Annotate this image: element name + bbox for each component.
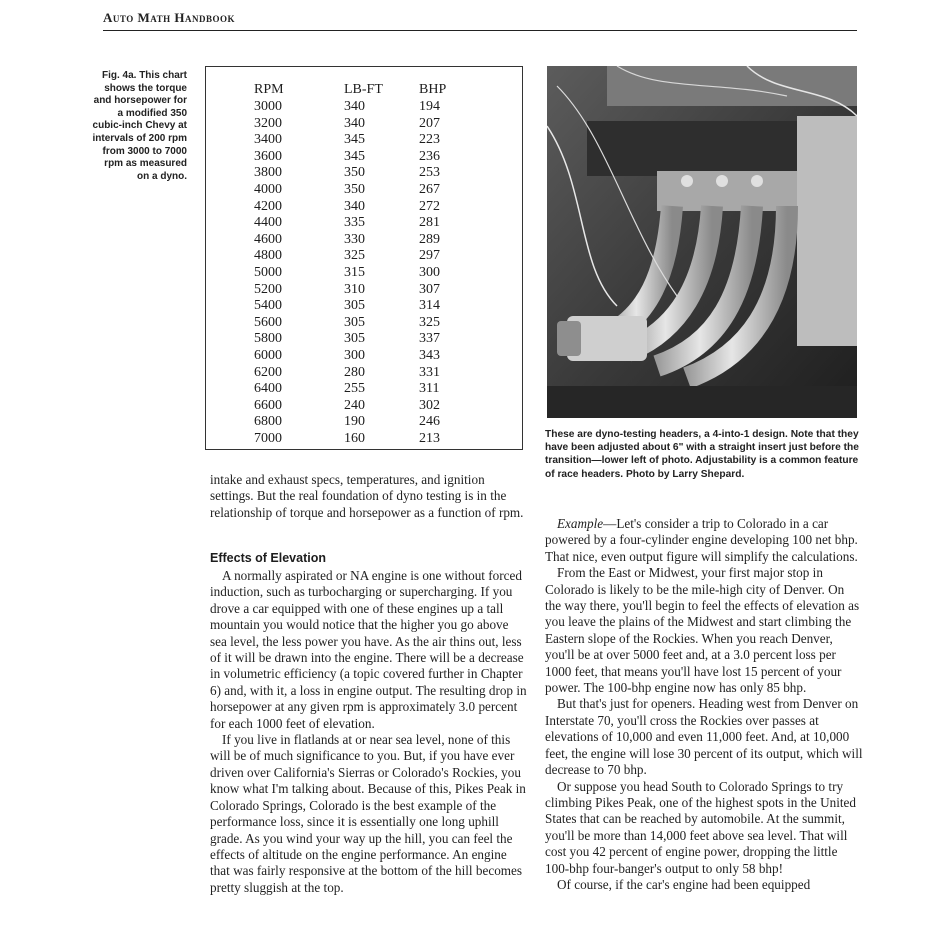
cell-rpm: 6800 xyxy=(254,414,282,430)
cell-lbft: 315 xyxy=(344,264,365,280)
cell-lbft: 255 xyxy=(344,381,365,397)
paragraph: From the East or Midwest, your first major stop in Colorado is likely to be the mile-high city of Denver. On the way there, you'll begin to feel the effects of elevation as you leave the plains of the Midwest and start climbing the Eastern slope of the Rockies. When you reach Denver, you'll be at over 5000 feet and, at a 3.0 percent loss per 1000 feet, that means you'll have lost 15 percent of your power. The 100-bhp engine now has only 85 bhp. xyxy=(545,565,860,696)
example-paragraph xyxy=(545,516,863,565)
table-row xyxy=(254,431,459,448)
header-lbft: LB-FT xyxy=(344,82,383,97)
cell-lbft: 340 xyxy=(344,115,365,131)
cell-bhp: 207 xyxy=(419,115,440,131)
cell-rpm: 5000 xyxy=(254,264,282,280)
paragraph: Or suppose you head South to Colorado Springs to try climbing Pikes Peak, one of the highest spots in the United States that can be reached by automobile. At the summit, you'll be more than 14,000 feet above sea level. That will cost you 42 percent of engine power, dropping the little 100-bhp four-banger's output to only 58 bhp! xyxy=(545,778,856,876)
cell-rpm: 5600 xyxy=(254,314,282,330)
dyno-table-body xyxy=(254,99,459,447)
cell-lbft: 345 xyxy=(344,132,365,148)
running-head: Auto Math Handbook xyxy=(103,10,235,25)
cell-lbft: 335 xyxy=(344,215,365,231)
cell-lbft: 340 xyxy=(344,198,365,214)
table-row xyxy=(254,165,459,182)
table-row xyxy=(254,315,459,332)
cell-rpm: 7000 xyxy=(254,430,282,446)
header-rpm: RPM xyxy=(254,82,284,97)
cell-rpm: 3600 xyxy=(254,148,282,164)
cell-bhp: 331 xyxy=(419,364,440,380)
photo-illustration xyxy=(547,66,857,418)
cell-rpm: 5800 xyxy=(254,331,282,347)
cell-bhp: 337 xyxy=(419,331,440,347)
table-row xyxy=(254,265,459,282)
cell-bhp: 302 xyxy=(419,397,440,413)
cell-bhp: 314 xyxy=(419,298,440,314)
right-column xyxy=(545,516,863,893)
cell-lbft: 190 xyxy=(344,414,365,430)
cell-bhp: 246 xyxy=(419,414,440,430)
dyno-table-box xyxy=(205,66,523,450)
cell-bhp: 300 xyxy=(419,264,440,280)
table-row xyxy=(254,248,459,265)
table-row xyxy=(254,331,459,348)
cell-rpm: 5400 xyxy=(254,298,282,314)
cell-rpm: 3000 xyxy=(254,99,282,114)
cell-lbft: 350 xyxy=(344,181,365,197)
table-row xyxy=(254,381,459,398)
intro-paragraph: intake and exhaust specs, temperatures, and ignition settings. But the real foundation of dyno testing is in the relationship of torque and horsepower as a function of rpm. xyxy=(210,472,524,520)
cell-lbft: 310 xyxy=(344,281,365,297)
cell-rpm: 6600 xyxy=(254,397,282,413)
cell-bhp: 194 xyxy=(419,99,440,114)
cell-bhp: 297 xyxy=(419,248,440,264)
cell-rpm: 4000 xyxy=(254,181,282,197)
table-row xyxy=(254,149,459,166)
cell-rpm: 6000 xyxy=(254,347,282,363)
paragraph: If you live in flatlands at or near sea level, none of this will be of much significance to you. But, if you have ever driven over California's Sierras or Colorado's Rockies, you know what I'm talking about. Because of this, Pikes Peak in Colorado Springs, Colorado is the best example of the performance loss, since it is essentially one long uphill grade. As you wind your way up the hill, you can feel the effects of altitude on the engine performance. An engine that was fairly responsive at the bottom of the hill becomes pretty sluggish at the top. xyxy=(210,732,526,895)
cell-rpm: 4400 xyxy=(254,215,282,231)
cell-lbft: 305 xyxy=(344,331,365,347)
cell-bhp: 311 xyxy=(419,381,440,397)
cell-lbft: 345 xyxy=(344,148,365,164)
table-row xyxy=(254,298,459,315)
table-row xyxy=(254,182,459,199)
cell-rpm: 4200 xyxy=(254,198,282,214)
cell-bhp: 267 xyxy=(419,181,440,197)
cell-lbft: 305 xyxy=(344,314,365,330)
table-row xyxy=(254,116,459,133)
cell-bhp: 281 xyxy=(419,215,440,231)
engine-headers-photo xyxy=(547,66,857,418)
figure-caption: Fig. 4a. This chart shows the torque and horsepower for a modified 350 cubic-inch Chevy at intervals of 200 rpm from 3000 to 7000 rpm as measured on a dyno. xyxy=(92,70,187,182)
cell-bhp: 289 xyxy=(419,231,440,247)
table-row xyxy=(254,215,459,232)
section-title: Effects of Elevation xyxy=(210,551,326,565)
cell-lbft: 330 xyxy=(344,231,365,247)
dyno-table xyxy=(254,81,459,447)
left-column-main xyxy=(210,568,528,896)
table-row xyxy=(254,232,459,249)
table-row xyxy=(254,365,459,382)
left-column-intro xyxy=(210,472,528,521)
table-row xyxy=(254,398,459,415)
photo-caption: These are dyno-testing headers, a 4-into-1 design. Note that they have been adjusted about 6" with a straight insert just before the transition—lower left of photo. Adjustability is a common feature of race headers. Photo by Larry Shepard. xyxy=(545,429,859,480)
cell-bhp: 325 xyxy=(419,314,440,330)
paragraph: Of course, if the car's engine had been equipped xyxy=(557,876,811,892)
cell-rpm: 5200 xyxy=(254,281,282,297)
table-header-row xyxy=(254,81,459,99)
cell-rpm: 4600 xyxy=(254,231,282,247)
example-text: —Let's consider a trip to Colorado in a car powered by a four-cylinder engine developing 100 net bhp. That nice, even output figure will simplify the calculations. xyxy=(545,516,858,564)
cell-bhp: 223 xyxy=(419,132,440,148)
header-rule xyxy=(103,30,857,31)
cell-bhp: 253 xyxy=(419,165,440,181)
cell-rpm: 4800 xyxy=(254,248,282,264)
cell-lbft: 305 xyxy=(344,298,365,314)
cell-rpm: 3200 xyxy=(254,115,282,131)
table-row xyxy=(254,282,459,299)
cell-lbft: 350 xyxy=(344,165,365,181)
paragraph: But that's just for openers. Heading west from Denver on Interstate 70, you'll cross the Rockies over passes at elevations of 10,000 and even 11,000 feet. And, at 10,000 feet, the engine will lose 30 percent of its output, which will decrease to 70 bhp. xyxy=(545,696,863,778)
cell-rpm: 3400 xyxy=(254,132,282,148)
cell-rpm: 6400 xyxy=(254,381,282,397)
cell-lbft: 240 xyxy=(344,397,365,413)
table-row xyxy=(254,199,459,216)
cell-rpm: 6200 xyxy=(254,364,282,380)
cell-lbft: 160 xyxy=(344,430,365,446)
cell-lbft: 340 xyxy=(344,99,365,114)
table-row xyxy=(254,414,459,431)
table-row xyxy=(254,348,459,365)
cell-lbft: 325 xyxy=(344,248,365,264)
cell-bhp: 236 xyxy=(419,148,440,164)
example-label: Example xyxy=(557,516,604,531)
cell-bhp: 272 xyxy=(419,198,440,214)
cell-lbft: 300 xyxy=(344,347,365,363)
cell-rpm: 3800 xyxy=(254,165,282,181)
table-row xyxy=(254,132,459,149)
cell-bhp: 213 xyxy=(419,430,440,446)
paragraph: A normally aspirated or NA engine is one without forced induction, such as turbocharging or supercharging. If you drove a car equipped with one of these engines up a tall mountain you would notice that the higher you go above sea level, the less power you have. As the air thins out, less of it will be drawn into the engine. There will be a decrease in volumetric efficiency (a topic covered further in Chapter 6) and, with it, a loss in engine output. The resulting drop in horsepower at any given rpm is approximately 3.0 percent for each 1000 feet of elevation. xyxy=(210,568,527,731)
table-row xyxy=(254,99,459,116)
header-bhp: BHP xyxy=(419,82,447,97)
cell-bhp: 343 xyxy=(419,347,440,363)
cell-bhp: 307 xyxy=(419,281,440,297)
cell-lbft: 280 xyxy=(344,364,365,380)
